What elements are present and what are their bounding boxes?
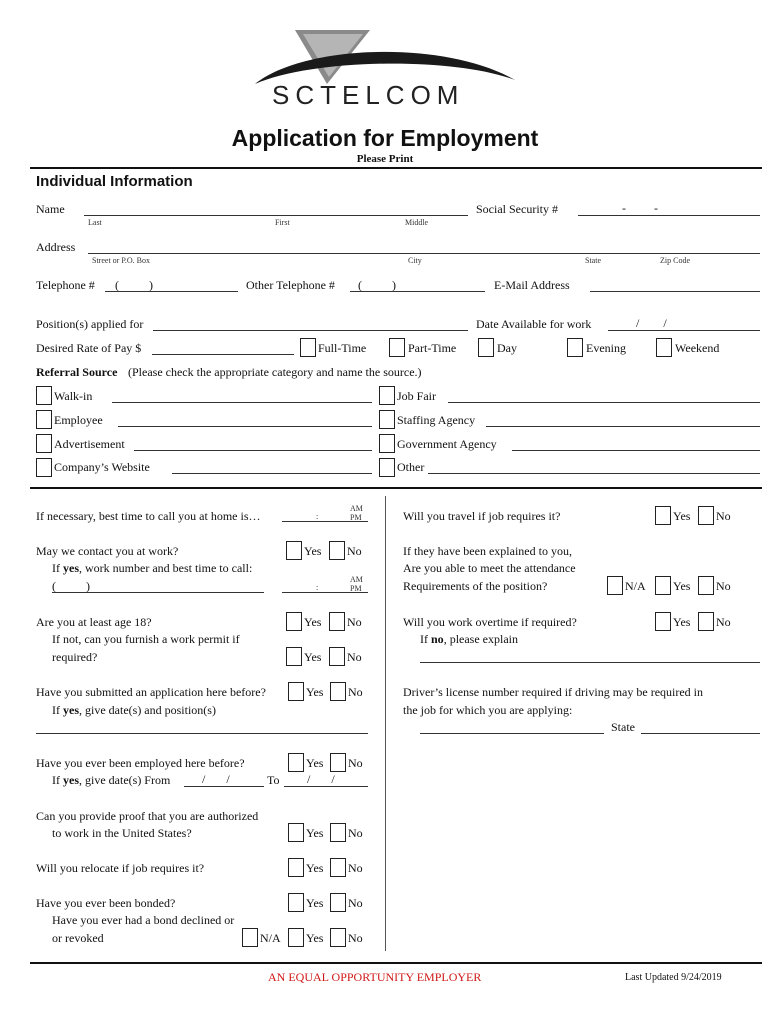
rate-input[interactable]	[152, 354, 294, 355]
address-sub-city: City	[408, 256, 422, 265]
section-divider	[30, 487, 762, 489]
company-website-input[interactable]	[172, 473, 372, 474]
employee-label: Employee	[54, 413, 103, 427]
footer-divider	[30, 962, 762, 964]
license-state-input[interactable]	[641, 733, 760, 734]
telephone-input[interactable]	[105, 291, 238, 292]
employed-no-label: No	[348, 756, 363, 770]
applied-yes-label: Yes	[306, 685, 324, 699]
name-sub-middle: Middle	[405, 218, 429, 227]
q-employed: Have you ever been employed here before?	[36, 756, 245, 770]
employee-input[interactable]	[118, 426, 372, 427]
relocate-no-label: No	[348, 861, 363, 875]
permit-yes-checkbox[interactable]	[286, 647, 302, 666]
q-age-2: If not, can you furnish a work permit if	[52, 632, 240, 646]
walk-in-input[interactable]	[112, 402, 372, 403]
employed-to-input[interactable]	[284, 786, 368, 787]
contact-work-paren: ( )	[52, 579, 90, 593]
q-license: Driver’s license number required if driving may be required in	[403, 685, 704, 699]
last-updated-text: Last Updated 9/24/2019	[625, 972, 722, 983]
column-divider	[385, 496, 386, 951]
age-yes-label: Yes	[304, 615, 322, 629]
company-website-label: Company’s Website	[54, 460, 150, 474]
employed-from-input[interactable]	[184, 786, 264, 787]
travel-yes-label: Yes	[673, 509, 691, 523]
applied-details-input[interactable]	[36, 733, 368, 734]
bonded-no-checkbox[interactable]	[330, 893, 346, 912]
overtime-yes-label: Yes	[673, 615, 691, 629]
relocate-no-checkbox[interactable]	[330, 858, 346, 877]
ssn-label: Social Security #	[476, 202, 558, 216]
part-time-checkbox[interactable]	[389, 338, 405, 357]
ssn-dash-1: -	[622, 201, 626, 215]
bonded-yes-checkbox[interactable]	[288, 893, 304, 912]
walk-in-checkbox[interactable]	[36, 386, 52, 405]
company-website-checkbox[interactable]	[36, 458, 52, 477]
overtime-no-checkbox[interactable]	[698, 612, 714, 631]
name-sub-first: First	[275, 218, 290, 227]
date-available-label: Date Available for work	[476, 317, 592, 331]
age-no-label: No	[347, 615, 362, 629]
relocate-yes-checkbox[interactable]	[288, 858, 304, 877]
q-bonded: Have you ever been bonded?	[36, 896, 176, 910]
contact-work-pm: PM	[350, 584, 362, 593]
date-available-slashes: / /	[636, 316, 667, 330]
employed-to-label: To	[267, 773, 280, 787]
q-overtime-2: If no, please explain	[420, 632, 518, 646]
contact-work-no-checkbox[interactable]	[329, 541, 345, 560]
ssn-input[interactable]	[578, 215, 760, 216]
contact-work-no-label: No	[347, 544, 362, 558]
walk-in-label: Walk-in	[54, 389, 93, 403]
proof-yes-checkbox[interactable]	[288, 823, 304, 842]
q-overtime: Will you work overtime if required?	[403, 615, 577, 629]
rate-label: Desired Rate of Pay $	[36, 341, 142, 355]
advertisement-label: Advertisement	[54, 437, 125, 451]
weekend-checkbox[interactable]	[656, 338, 672, 357]
permit-no-checkbox[interactable]	[329, 647, 345, 666]
logo-wordmark: SCTELCOM	[272, 80, 465, 110]
government-agency-input[interactable]	[512, 450, 760, 451]
applied-no-checkbox[interactable]	[330, 682, 346, 701]
day-checkbox[interactable]	[478, 338, 494, 357]
q-travel: Will you travel if job requires it?	[403, 509, 561, 523]
address-sub-street: Street or P.O. Box	[92, 256, 150, 265]
q-bond-declined-2: or revoked	[52, 931, 104, 945]
q-requirements-2: Are you able to meet the attendance	[403, 561, 576, 575]
other-checkbox[interactable]	[379, 458, 395, 477]
other-label: Other	[397, 460, 425, 474]
evening-label: Evening	[586, 341, 626, 355]
header-divider	[30, 167, 762, 169]
best-time-am: AM	[350, 504, 363, 513]
permit-yes-label: Yes	[304, 650, 322, 664]
address-sub-zip: Zip Code	[660, 256, 690, 265]
section-title: Individual Information	[36, 173, 193, 190]
contact-work-yes-checkbox[interactable]	[286, 541, 302, 560]
requirements-na-checkbox[interactable]	[607, 576, 623, 595]
advertisement-input[interactable]	[134, 450, 372, 451]
employee-checkbox[interactable]	[36, 410, 52, 429]
equal-opportunity-text: AN EQUAL OPPORTUNITY EMPLOYER	[268, 970, 482, 984]
overtime-explain-input[interactable]	[420, 662, 760, 663]
q-applied-2: If yes, give date(s) and position(s)	[52, 703, 216, 717]
contact-work-phone-input[interactable]	[52, 592, 264, 593]
applied-no-label: No	[348, 685, 363, 699]
job-fair-checkbox[interactable]	[379, 386, 395, 405]
position-input[interactable]	[153, 330, 468, 331]
q-employed-2: If yes, give date(s) From	[52, 773, 171, 787]
employed-yes-checkbox[interactable]	[288, 753, 304, 772]
contact-work-yes-label: Yes	[304, 544, 322, 558]
page-subtitle: Please Print	[356, 153, 414, 165]
name-input[interactable]	[84, 215, 468, 216]
q-age-3: required?	[52, 650, 98, 664]
email-label: E-Mail Address	[494, 278, 570, 292]
part-time-label: Part-Time	[408, 341, 457, 355]
q-contact-work-2: If yes, work number and best time to call:	[52, 561, 253, 575]
name-sub-last: Last	[88, 218, 102, 227]
q-requirements-3: Requirements of the position?	[403, 579, 548, 593]
job-fair-input[interactable]	[448, 402, 760, 403]
q-contact-work: May we contact you at work?	[36, 544, 179, 558]
contact-work-am: AM	[350, 575, 363, 584]
date-available-input[interactable]	[608, 330, 760, 331]
ssn-dash-2: -	[654, 201, 658, 215]
q-bond-declined: Have you ever had a bond declined or	[52, 913, 235, 927]
age-yes-checkbox[interactable]	[286, 612, 302, 631]
q-proof: Can you provide proof that you are authorized	[36, 809, 259, 823]
employed-from-slashes: / /	[202, 772, 230, 786]
q-proof-2: to work in the United States?	[52, 826, 192, 840]
proof-no-label: No	[348, 826, 363, 840]
travel-no-checkbox[interactable]	[698, 506, 714, 525]
applied-yes-checkbox[interactable]	[288, 682, 304, 701]
other-telephone-input[interactable]	[350, 291, 485, 292]
telephone-paren: ( )	[115, 278, 153, 292]
q-license-2: the job for which you are applying:	[403, 703, 573, 717]
bonded-no-label: No	[348, 896, 363, 910]
license-state-label: State	[611, 720, 635, 734]
permit-no-label: No	[347, 650, 362, 664]
full-time-label: Full-Time	[318, 341, 367, 355]
address-label: Address	[36, 240, 76, 254]
requirements-na-label: N/A	[625, 579, 646, 593]
requirements-yes-label: Yes	[673, 579, 691, 593]
q-relocate: Will you relocate if job requires it?	[36, 861, 205, 875]
job-fair-label: Job Fair	[397, 389, 436, 403]
other-input[interactable]	[428, 473, 760, 474]
day-label: Day	[497, 341, 517, 355]
email-input[interactable]	[590, 291, 760, 292]
evening-checkbox[interactable]	[567, 338, 583, 357]
employed-no-checkbox[interactable]	[330, 753, 346, 772]
contact-work-colon: :	[316, 583, 319, 592]
address-input[interactable]	[88, 253, 760, 254]
bonded-yes-label: Yes	[306, 896, 324, 910]
q-best-time: If necessary, best time to call you at home is…	[36, 509, 261, 523]
staffing-agency-checkbox[interactable]	[379, 410, 395, 429]
referral-note: (Please check the appropriate category and name the source.)	[128, 365, 422, 379]
employed-yes-label: Yes	[306, 756, 324, 770]
q-requirements: If they have been explained to you,	[403, 544, 572, 558]
proof-no-checkbox[interactable]	[330, 823, 346, 842]
overtime-no-label: No	[716, 615, 731, 629]
requirements-no-label: No	[716, 579, 731, 593]
full-time-checkbox[interactable]	[300, 338, 316, 357]
overtime-yes-checkbox[interactable]	[655, 612, 671, 631]
q-age: Are you at least age 18?	[36, 615, 152, 629]
bond-declined-yes-label: Yes	[306, 931, 324, 945]
staffing-agency-label: Staffing Agency	[397, 413, 476, 427]
government-agency-label: Government Agency	[397, 437, 497, 451]
name-label: Name	[36, 202, 65, 216]
requirements-yes-checkbox[interactable]	[655, 576, 671, 595]
requirements-no-checkbox[interactable]	[698, 576, 714, 595]
other-telephone-paren: ( )	[358, 278, 396, 292]
other-telephone-label: Other Telephone #	[246, 278, 335, 292]
q-applied: Have you submitted an application here before?	[36, 685, 266, 699]
best-time-colon: :	[316, 512, 319, 521]
advertisement-checkbox[interactable]	[36, 434, 52, 453]
page-title: Application for Employment	[231, 125, 539, 151]
telephone-label: Telephone #	[36, 278, 95, 292]
license-number-input[interactable]	[420, 733, 604, 734]
travel-yes-checkbox[interactable]	[655, 506, 671, 525]
bond-declined-na-label: N/A	[260, 931, 281, 945]
travel-no-label: No	[716, 509, 731, 523]
government-agency-checkbox[interactable]	[379, 434, 395, 453]
bond-declined-yes-checkbox[interactable]	[288, 928, 304, 947]
age-no-checkbox[interactable]	[329, 612, 345, 631]
staffing-agency-input[interactable]	[486, 426, 760, 427]
weekend-label: Weekend	[675, 341, 720, 355]
best-time-pm: PM	[350, 513, 362, 522]
position-label: Position(s) applied for	[36, 317, 144, 331]
relocate-yes-label: Yes	[306, 861, 324, 875]
bond-declined-no-checkbox[interactable]	[330, 928, 346, 947]
employed-to-slashes: / /	[307, 772, 335, 786]
referral-label: Referral Source	[36, 365, 118, 379]
address-sub-state: State	[585, 256, 601, 265]
bond-declined-na-checkbox[interactable]	[242, 928, 258, 947]
proof-yes-label: Yes	[306, 826, 324, 840]
bond-declined-no-label: No	[348, 931, 363, 945]
